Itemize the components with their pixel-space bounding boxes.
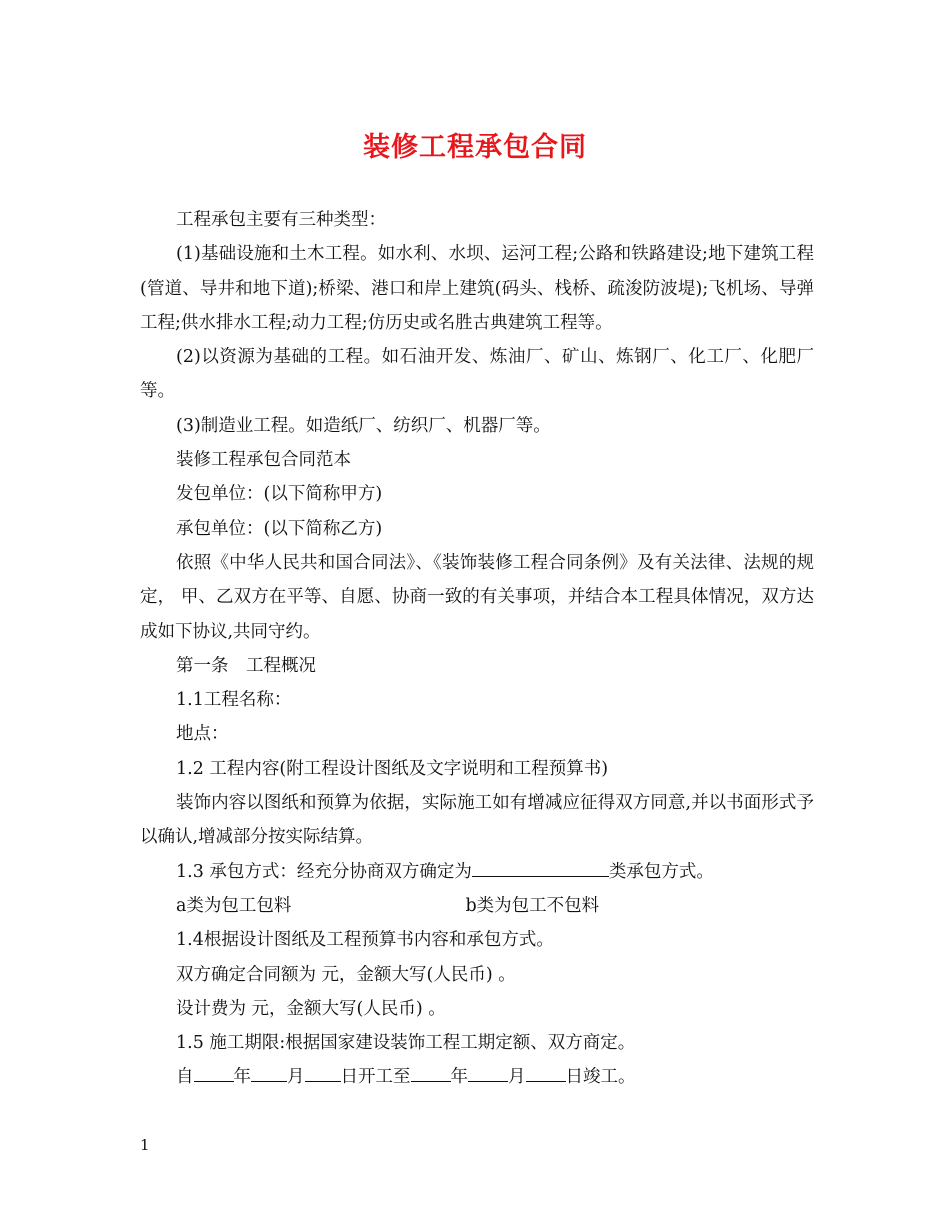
document-body [140, 203, 814, 1095]
paragraph: 1.5 施工期限:根据国家建设装饰工程工期定额、双方商定。 [176, 1033, 636, 1054]
schedule-line [140, 1060, 814, 1094]
schedule-start: 自 [176, 1067, 194, 1088]
page-number: 1 [140, 1136, 150, 1154]
paragraph: 1.2 工程内容(附工程设计图纸及文字说明和工程预算书) [176, 758, 609, 779]
clause-1-3-before: 1.3 承包方式：经充分协商双方确定为 [176, 861, 472, 882]
schedule-month1: 月 [287, 1067, 305, 1088]
start-year-blank [194, 1061, 234, 1082]
paragraph: 工程承包主要有三种类型： [176, 210, 386, 230]
document-title: 装修工程承包合同 [363, 132, 587, 163]
paragraph: (1)基础设施和土木工程。如水利、水坝、运河工程;公路和铁路建设;地下建筑工程(管道、导井和地下道);桥梁、港口和岸上建筑(码头、栈桥、疏浚防波堤);飞机场、导弹工程;供水排水工程;动力工程;仿历史或名胜古典建筑工程等。 [140, 244, 814, 333]
clause-1-3 [140, 855, 814, 889]
paragraph: 依照《中华人民共和国合同法》、《装饰装修工程合同条例》及有关法律、法规的规定， 甲、乙双方在平等、自愿、协商一致的有关事项，并结合本工程具体情况，双方达成如下协议,共同守约。 [140, 552, 814, 642]
option-a: a类为包工包料 [176, 895, 292, 916]
schedule-day2: 日竣工。 [565, 1067, 636, 1088]
option-b: b类为包工不包料 [465, 895, 600, 916]
end-month-blank [468, 1061, 508, 1082]
paragraph: 第一条 工程概况 [176, 655, 316, 676]
clause-1-3-after: 类承包方式。 [608, 861, 714, 882]
schedule-year1: 年 [233, 1067, 251, 1088]
schedule-day1: 日开工至 [340, 1067, 411, 1088]
start-day-blank [305, 1061, 341, 1082]
paragraph: 装修工程承包合同范本 [176, 450, 351, 471]
paragraph: 双方确定合同额为 元，金额大写(人民币) 。 [176, 964, 516, 985]
schedule-year2: 年 [450, 1067, 468, 1088]
paragraph: 1.1工程名称： [176, 690, 292, 711]
paragraph: 装饰内容以图纸和预算为依据，实际施工如有增减应征得双方同意,并以书面形式予以确认,增减部分按实际结算。 [140, 793, 814, 848]
contract-type-options [140, 889, 814, 923]
end-year-blank [411, 1061, 451, 1082]
paragraph: 设计费为 元，金额大写(人民币) 。 [176, 998, 446, 1019]
paragraph: (3)制造业工程。如造纸厂、纺织厂、机器厂等。 [176, 415, 551, 436]
contract-type-blank [472, 856, 609, 877]
paragraph: 发包单位：(以下简称甲方) [176, 484, 383, 505]
paragraph: (2)以资源为基础的工程。如石油开发、炼油厂、矿山、炼钢厂、化工厂、化肥厂等。 [140, 347, 814, 402]
paragraph: 承包单位：(以下简称乙方) [176, 518, 383, 539]
paragraph: 地点： [176, 724, 229, 745]
start-month-blank [251, 1061, 287, 1082]
schedule-month2: 月 [508, 1067, 526, 1088]
paragraph: 1.4根据设计图纸及工程预算书内容和承包方式。 [176, 930, 554, 951]
end-day-blank [526, 1061, 566, 1082]
